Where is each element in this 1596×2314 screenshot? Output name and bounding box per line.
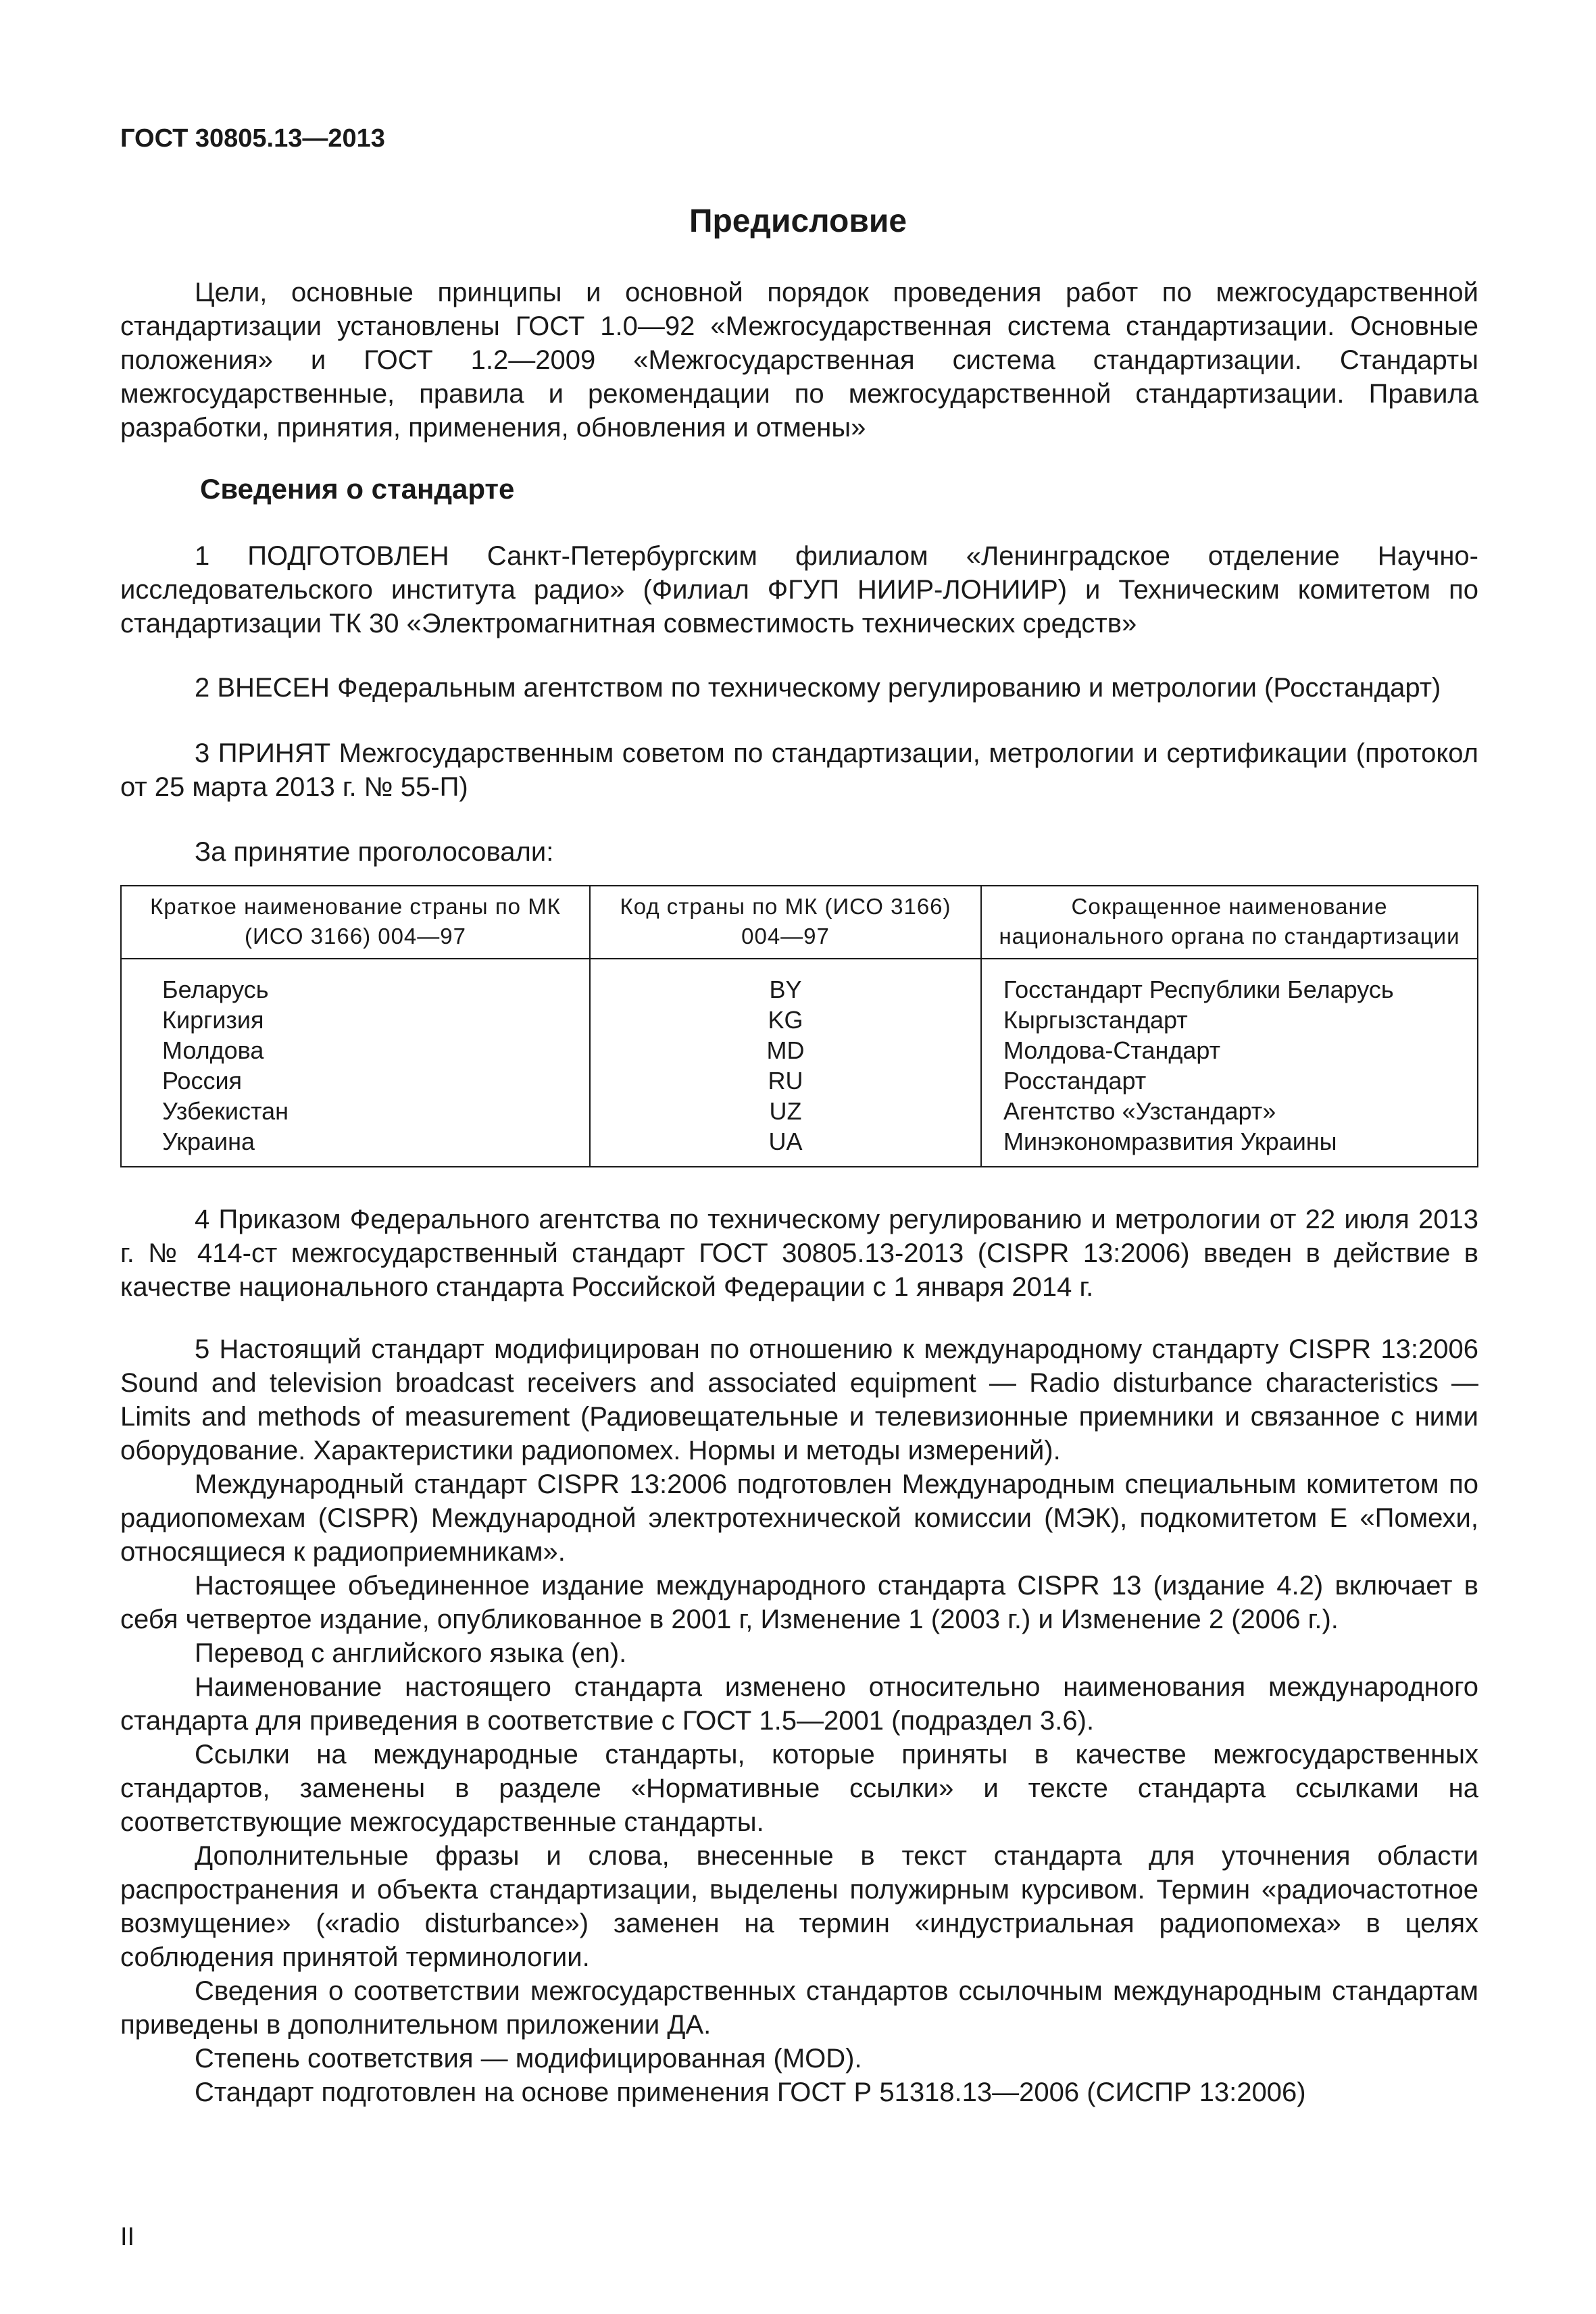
document-code: ГОСТ 30805.13—2013 <box>120 124 385 153</box>
country-name: Россия <box>162 1067 243 1095</box>
standards-body: Агентство «Узстандарт» <box>1003 1097 1276 1125</box>
page-title: Предисловие <box>689 203 907 239</box>
item-5-block <box>120 1332 1478 2109</box>
body-column <box>981 959 1478 1167</box>
item-5-paragraph: 5 Настоящий стандарт модифицирован по отношению к международному стандарту CISPR 13:2006 Sound and television broadcast receivers and associated equipment — Radio disturbance characteristics — Limits and methods of measurement (Радиовещательные и телевизионные приемники и связанное с ними оборудование. Характеристики радиопомех. Нормы и методы измерений). <box>120 1334 1478 1465</box>
country-code: UA <box>768 1128 803 1155</box>
page-number: II <box>120 2223 135 2251</box>
country-name: Беларусь <box>162 976 269 1003</box>
country-code: UZ <box>769 1097 802 1125</box>
item-5-paragraph: Перевод с английского языка (en). <box>195 1638 627 1668</box>
column-header-country: Краткое наименование страны по МК (ИСО 3166) 004—97 <box>121 886 590 959</box>
intro-paragraph: Цели, основные принципы и основной порядок проведения работ по межгосударственной стандартизации установлены ГОСТ 1.0—92 «Межгосударственная система стандартизации. Основные положения» и ГОСТ 1.2—2009 «Межгосударственная система стандартизации. Стандарты межгосударственные, правила и рекомендации по межгосударственной стандартизации. Правила разработки, принятия, применения, обновления и отмены» <box>120 278 1478 443</box>
item-2-paragraph: 2 ВНЕСЕН Федеральным агентством по техническому регулированию и метрологии (Росстандарт) <box>195 673 1441 703</box>
item-5-paragraph: Степень соответствия — модифицированная (MOD). <box>195 2044 862 2073</box>
vote-intro: За принятие проголосовали: <box>195 837 554 867</box>
column-header-body: Сокращенное наименование национального органа по стандартизации <box>981 886 1478 959</box>
standards-body: Кыргызстандарт <box>1003 1006 1188 1034</box>
item-3-paragraph: 3 ПРИНЯТ Межгосударственным советом по стандартизации, метрологии и сертификации (протокол от 25 марта 2013 г. № 55-П) <box>120 738 1478 802</box>
item-5-paragraph: Сведения о соответствии межгосударственных стандартов ссылочным международным стандартам приведены в дополнительном приложении ДА. <box>120 1976 1478 2040</box>
country-code: BY <box>769 976 802 1003</box>
item-5-paragraph: Настоящее объединенное издание международного стандарта CISPR 13 (издание 4.2) включает в себя четвертое издание, опубликованное в 2001 г, Изменение 1 (2003 г.) и Изменение 2 (2006 г.). <box>120 1571 1478 1634</box>
section-title: Сведения о стандарте <box>200 473 515 505</box>
country-code: MD <box>766 1036 805 1064</box>
country-code: RU <box>768 1067 803 1095</box>
standards-body: Молдова-Стандарт <box>1003 1036 1221 1064</box>
country-code: KG <box>768 1006 803 1034</box>
column-header-code: Код страны по МК (ИСО 3166) 004—97 <box>590 886 981 959</box>
item-5-paragraph: Наименование настоящего стандарта изменено относительно наименования международного стандарта для приведения в соответствие с ГОСТ 1.5—2001 (подраздел 3.6). <box>120 1672 1478 1736</box>
country-name: Молдова <box>162 1036 264 1064</box>
country-name: Киргизия <box>162 1006 264 1034</box>
standards-body: Росстандарт <box>1003 1067 1147 1095</box>
table-header-row <box>121 886 1478 959</box>
country-name: Узбекистан <box>162 1097 289 1125</box>
voting-table <box>120 885 1478 1167</box>
item-5-paragraph: Дополнительные фразы и слова, внесенные в текст стандарта для уточнения области распространения и объекта стандартизации, выделены полужирным курсивом. Термин «радиочастотное возмущение» («radio disturbance») заменен на термин «индустриальная радиопомеха» в целях соблюдения принятой терминологии. <box>120 1841 1478 1972</box>
item-1-paragraph: 1 ПОДГОТОВЛЕН Санкт-Петербургским филиалом «Ленинградское отделение Научно-исследовательского института радио» (Филиал ФГУП НИИР-ЛОНИИР) и Техническим комитетом по стандартизации ТК 30 «Электромагнитная совместимость технических средств» <box>120 541 1478 638</box>
item-5-paragraph: Ссылки на международные стандарты, которые приняты в качестве межгосударственных стандартов, заменены в разделе «Нормативные ссылки» и тексте стандарта ссылками на соответствующие межгосударственные стандарты. <box>120 1740 1478 1837</box>
standards-body: Госстандарт Республики Беларусь <box>1003 976 1394 1003</box>
code-column <box>590 959 981 1167</box>
country-name: Украина <box>162 1128 255 1155</box>
item-5-paragraph: Международный стандарт CISPR 13:2006 подготовлен Международным специальным комитетом по радиопомехам (CISPR) Международной электротехнической комиссии (МЭК), подкомитетом E «Помехи, относящиеся к радиоприемникам». <box>120 1469 1478 1567</box>
table-body-row <box>121 959 1478 1167</box>
item-4-paragraph: 4 Приказом Федерального агентства по техническому регулированию и метрологии от 22 июля 2013 г. № 414-ст межгосударственный стандарт ГОСТ 30805.13-2013 (CISPR 13:2006) введен в действие в качестве национального стандарта Российской Федерации с 1 января 2014 г. <box>120 1205 1478 1302</box>
item-5-paragraph: Стандарт подготовлен на основе применения ГОСТ Р 51318.13—2006 (СИСПР 13:2006) <box>195 2078 1306 2107</box>
country-column <box>121 959 590 1167</box>
standards-body: Минэкономразвития Украины <box>1003 1128 1337 1155</box>
